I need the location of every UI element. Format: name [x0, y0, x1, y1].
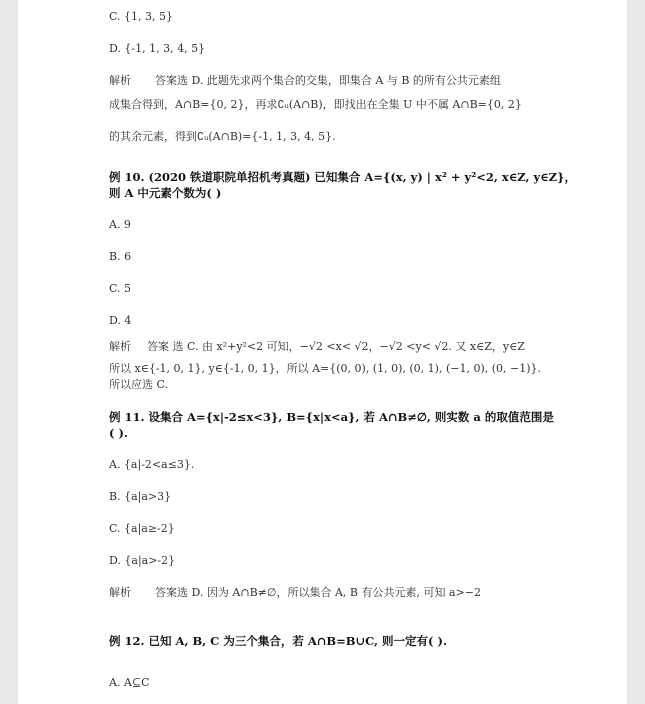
- example-10-question: 例 10. (2020 铁道职院单招机考真题) 已知集合 A={(x, y) | x² + y²<2, x∈Z, y∈Z}，: [109, 170, 576, 184]
- example-12-question: 例 12. 已知 A, B, C 为三个集合，若 A∩B=B∪C, 则一定有( ).: [109, 634, 447, 648]
- explanation-line: [109, 74, 501, 88]
- explanation-line: [109, 340, 525, 354]
- example-11-question: 例 11. 设集合 A={x|-2≤x<3}, B={x|x<a}, 若 A∩B≠∅, 则实数 a 的取值范围是: [109, 410, 554, 424]
- document-page: [18, 0, 627, 704]
- explanation-label: 解析: [109, 74, 131, 87]
- explanation-line: [109, 586, 481, 600]
- option-b: B. 6: [109, 250, 132, 263]
- option-c: C. {a|a≥-2}: [109, 522, 175, 535]
- explanation-line: 的其余元素，得到∁ᵤ(A∩B)={-1, 1, 3, 4, 5}.: [109, 130, 336, 143]
- option-b: B. {a|a>3}: [109, 490, 172, 503]
- option-c: C. 5: [109, 282, 132, 295]
- explanation-text: 答案选 D. 因为 A∩B≠∅，所以集合 A, B 有公共元素, 可知 a>−2: [155, 586, 481, 599]
- explanation-line: 所以 x∈{-1, 0, 1}, y∈{-1, 0, 1}，所以 A={(0, 0), (1, 0), (0, 1), (−1, 0), (0, −1)}.: [109, 362, 542, 375]
- option-d: D. 4: [109, 314, 132, 327]
- explanation-text: 答案选 D. 此题先求两个集合的交集，即集合 A 与 B 的所有公共元素组: [155, 74, 501, 87]
- option-a: A. A⊆C: [109, 676, 150, 689]
- example-11-question: ( ).: [109, 426, 128, 440]
- explanation-text: 答案 选 C. 由 x²+y²<2 可知，−√2 <x< √2，−√2 <y< √2. 又 x∈Z，y∈Z: [147, 340, 525, 353]
- option-a: A. 9: [109, 218, 131, 231]
- explanation-label: 解析: [109, 586, 131, 599]
- explanation-line: 成集合得到，A∩B={0, 2}，再求∁ᵤ(A∩B)，即找出在全集 U 中不属 A∩B={0, 2}: [109, 98, 522, 111]
- explanation-line: 所以应选 C.: [109, 378, 169, 391]
- option-c: C. {1, 3, 5}: [109, 10, 173, 23]
- example-10-question: 则 A 中元素个数为( ): [109, 186, 222, 200]
- option-d: D. {-1, 1, 3, 4, 5}: [109, 42, 206, 55]
- option-d: D. {a|a>-2}: [109, 554, 176, 567]
- explanation-label: 解析: [109, 340, 131, 353]
- option-a: A. {a|-2<a≤3}.: [109, 458, 195, 471]
